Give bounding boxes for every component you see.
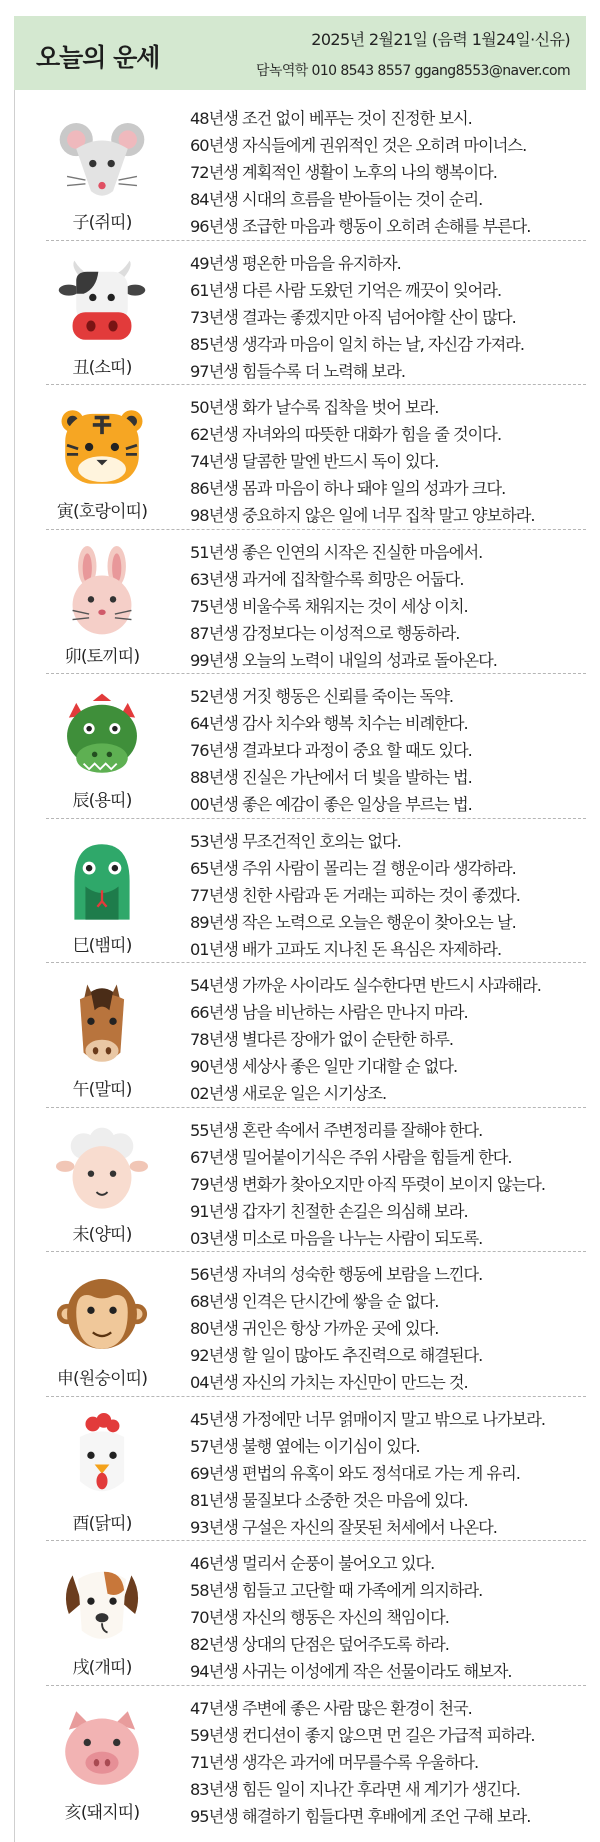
fortune-line: 95년생 해결하기 힘들다면 후배에게 조언 구해 보라. (190, 1806, 531, 1826)
fortune-line: 52년생 거짓 행동은 신뢰를 죽이는 독약. (190, 687, 454, 706)
fortune-line: 96년생 조급한 마음과 행동이 오히려 손해를 부른다. (190, 217, 531, 236)
fortune-line: 68년생 인격은 단시간에 쌓을 순 없다. (190, 1292, 439, 1311)
date-line: 2025년 2월21일 (음력 1월24일·신유) (311, 30, 570, 49)
fortune-line: 55년생 혼란 속에서 주변정리를 잘해야 한다. (190, 1120, 483, 1140)
fortune-line: 80년생 귀인은 항상 가까운 곳에 있다. (190, 1319, 439, 1338)
zodiac-label: 戌(개띠) (72, 1658, 132, 1678)
fortune-lines (190, 1117, 590, 1252)
fortune-line: 65년생 주위 사람이 몰리는 걸 행운이라 생각하라. (190, 858, 516, 878)
fortune-line: 51년생 좋은 인연의 시작은 진실한 마음에서. (190, 542, 483, 562)
fortune-line: 94년생 사귀는 이성에게 작은 선물이라도 해보자. (190, 1662, 512, 1681)
zodiac-row-sheep (14, 1108, 586, 1253)
fortune-lines (190, 1695, 590, 1830)
fortune-line: 59년생 컨디션이 좋지 않으면 먼 길은 가급적 피하라. (190, 1725, 535, 1745)
fortune-line: 92년생 할 일이 많아도 추진력으로 해결된다. (190, 1346, 483, 1365)
contact-line: 담녹역학 010 8543 8557 ggang8553@naver.com (256, 63, 570, 79)
fortune-lines (190, 1550, 590, 1685)
zodiac-label: 申(원숭이띠) (56, 1369, 148, 1389)
fortune-line: 85년생 생각과 마음이 일치 하는 날, 자신감 가져라. (190, 334, 525, 354)
fortune-line: 46년생 멀리서 순풍이 불어오고 있다. (190, 1554, 435, 1573)
fortune-line: 73년생 결과는 좋겠지만 아직 넘어야할 산이 많다. (190, 307, 516, 327)
zodiac-label: 巳(뱀띠) (72, 935, 132, 956)
fortune-line: 90년생 세상사 좋은 일만 기대할 순 없다. (190, 1057, 458, 1076)
fortune-line: 83년생 힘든 일이 지나간 후라면 새 계기가 생긴다. (190, 1779, 520, 1799)
fortune-line: 71년생 생각은 과거에 머무를수록 우울하다. (190, 1752, 479, 1772)
fortune-line: 75년생 비울수록 채워지는 것이 세상 이치. (190, 596, 468, 616)
fortune-line: 03년생 미소로 마음을 나누는 사람이 되도록. (190, 1228, 483, 1248)
horse-icon (56, 979, 148, 1071)
zodiac-row-ox (14, 241, 586, 386)
fortune-line: 49년생 평온한 마음을 유지하자. (190, 253, 401, 273)
zodiac-label: 寅(호랑이띠) (56, 502, 148, 522)
zodiac-label: 午(말띠) (72, 1080, 132, 1100)
fortune-line: 01년생 배가 고파도 지나친 돈 욕심은 자제하라. (190, 939, 502, 959)
zodiac-row-rabbit (14, 530, 586, 675)
fortune-line: 79년생 변화가 찾아오지만 아직 뚜렷이 보이지 않는다. (190, 1174, 545, 1194)
zodiac-label: 子(쥐띠) (72, 213, 132, 233)
fortune-line: 84년생 시대의 흐름을 받아들이는 것이 순리. (190, 190, 483, 209)
zodiac-row-dragon (14, 674, 586, 819)
fortune-lines (190, 683, 590, 818)
fortune-line: 88년생 진실은 가난에서 더 빛을 발하는 법. (190, 768, 472, 787)
ox-icon (56, 257, 148, 349)
fortune-lines (190, 972, 590, 1107)
fortune-line: 70년생 자신의 행동은 자신의 책임이다. (190, 1608, 449, 1627)
header-banner (14, 16, 586, 90)
zodiac-label: 亥(돼지띠) (64, 1802, 140, 1823)
fortune-line: 60년생 자식들에게 권위적인 것은 오히려 마이너스. (190, 136, 527, 155)
fortune-line: 00년생 좋은 예감이 좋은 일상을 부르는 법. (190, 795, 472, 814)
zodiac-row-snake (14, 819, 586, 964)
fortune-line: 64년생 감사 치수와 행복 치수는 비례한다. (190, 714, 468, 733)
zodiac-row-monkey (14, 1252, 586, 1397)
zodiac-row-dog (14, 1541, 586, 1686)
tiger-icon (56, 401, 148, 493)
fortune-lines (190, 828, 590, 963)
zodiac-label: 卯(토끼띠) (64, 646, 140, 667)
fortune-line: 69년생 편법의 유혹이 와도 정석대로 가는 게 유리. (190, 1463, 520, 1483)
fortune-line: 47년생 주변에 좋은 사람 많은 환경이 천국. (190, 1698, 472, 1718)
fortune-line: 76년생 결과보다 과정이 중요 할 때도 있다. (190, 741, 472, 760)
fortune-line: 54년생 가까운 사이라도 실수한다면 반드시 사과해라. (190, 976, 541, 995)
fortune-lines (190, 250, 590, 385)
snake-icon (56, 835, 148, 927)
fortune-line: 58년생 힘들고 고단할 때 가족에게 의지하라. (190, 1581, 483, 1600)
fortune-line: 98년생 중요하지 않은 일에 너무 집착 말고 양보하라. (190, 506, 535, 525)
fortune-line: 86년생 몸과 마음이 하나 돼야 일의 성과가 크다. (190, 479, 506, 498)
fortune-line: 93년생 구설은 자신의 잘못된 처세에서 나온다. (190, 1517, 497, 1537)
fortune-line: 63년생 과거에 집착할수록 희망은 어둡다. (190, 569, 464, 589)
fortune-line: 45년생 가정에만 너무 얽매이지 말고 밖으로 나가보라. (190, 1409, 545, 1429)
fortune-line: 61년생 다른 사람 도왔던 기억은 깨끗이 잊어라. (190, 280, 502, 300)
fortune-line: 62년생 자녀와의 따뜻한 대화가 힘을 줄 것이다. (190, 425, 502, 444)
fortune-lines (190, 394, 590, 529)
fortune-line: 48년생 조건 없이 베푸는 것이 진정한 보시. (190, 109, 472, 128)
fortune-line: 77년생 친한 사람과 돈 거래는 피하는 것이 좋겠다. (190, 885, 520, 905)
fortune-line: 78년생 별다른 장애가 없이 순탄한 하루. (190, 1030, 454, 1049)
monkey-icon (56, 1268, 148, 1360)
fortune-line: 91년생 갑자기 친절한 손길은 의심해 보라. (190, 1201, 468, 1221)
fortune-line: 56년생 자녀의 성숙한 행동에 보람을 느낀다. (190, 1265, 483, 1284)
fortune-lines (190, 1406, 590, 1541)
zodiac-label: 辰(용띠) (72, 791, 132, 811)
fortune-line: 97년생 힘들수록 더 노력해 보라. (190, 361, 405, 381)
zodiac-label: 丑(소띠) (72, 357, 132, 378)
zodiac-row-rat (14, 96, 586, 241)
fortune-line: 66년생 남을 비난하는 사람은 만나지 마라. (190, 1003, 468, 1022)
zodiac-row-rooster (14, 1397, 586, 1542)
zodiac-label: 酉(닭띠) (72, 1513, 132, 1534)
pig-icon (56, 1702, 148, 1794)
zodiac-list (14, 96, 586, 1830)
fortune-lines (190, 105, 590, 240)
sheep-icon (56, 1124, 148, 1216)
fortune-line: 72년생 계획적인 생활이 노후의 나의 행복이다. (190, 163, 497, 182)
rooster-icon (56, 1413, 148, 1505)
fortune-lines (190, 1261, 590, 1396)
zodiac-row-pig (14, 1686, 586, 1831)
fortune-line: 02년생 새로운 일은 시기상조. (190, 1084, 387, 1103)
page-title: 오늘의 운세 (36, 43, 160, 72)
fortune-line: 04년생 자신의 가치는 자신만이 만드는 것. (190, 1373, 468, 1392)
fortune-lines (190, 539, 590, 674)
rat-icon (56, 112, 148, 204)
dog-icon (56, 1557, 148, 1649)
fortune-line: 50년생 화가 날수록 집착을 벗어 보라. (190, 398, 439, 417)
zodiac-label: 未(양띠) (72, 1224, 132, 1245)
fortune-line: 99년생 오늘의 노력이 내일의 성과로 돌아온다. (190, 650, 497, 670)
zodiac-row-horse (14, 963, 586, 1108)
rabbit-icon (56, 546, 148, 638)
fortune-line: 81년생 물질보다 소중한 것은 마음에 있다. (190, 1490, 468, 1510)
fortune-line: 74년생 달콤한 말엔 반드시 독이 있다. (190, 452, 439, 471)
fortune-line: 57년생 불행 옆에는 이기심이 있다. (190, 1436, 420, 1456)
fortune-line: 87년생 감정보다는 이성적으로 행동하라. (190, 623, 460, 643)
zodiac-row-tiger (14, 385, 586, 530)
fortune-line: 89년생 작은 노력으로 오늘은 행운이 찾아오는 날. (190, 912, 516, 932)
fortune-line: 67년생 밀어붙이기식은 주위 사람을 힘들게 한다. (190, 1147, 512, 1167)
fortune-line: 53년생 무조건적인 호의는 없다. (190, 831, 401, 851)
dragon-icon (56, 690, 148, 782)
fortune-line: 82년생 상대의 단점은 덮어주도록 하라. (190, 1635, 449, 1654)
